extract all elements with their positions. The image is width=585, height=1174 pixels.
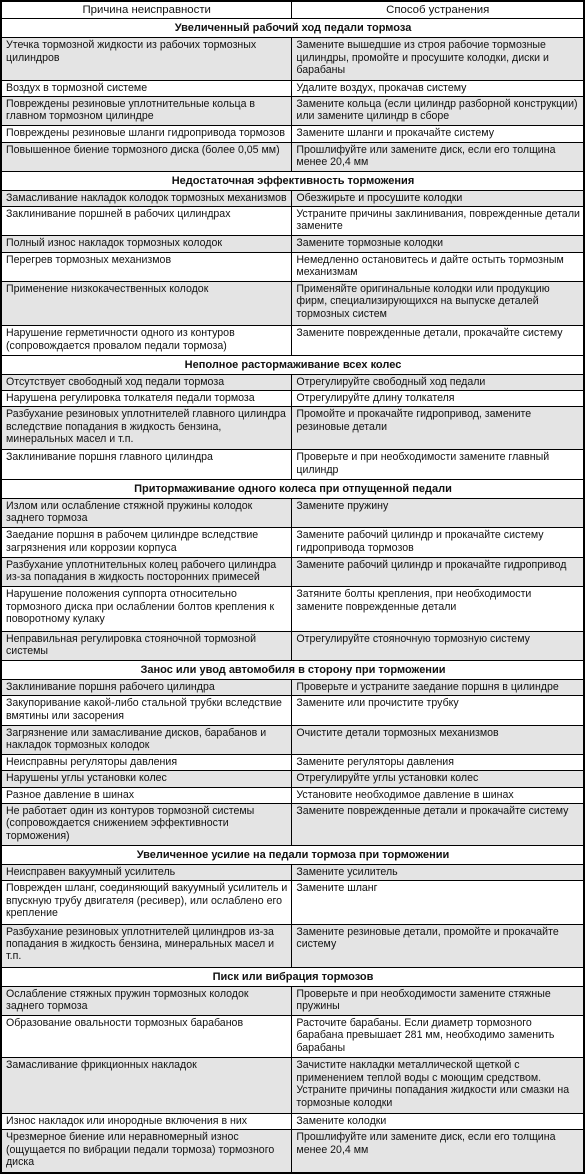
section-title: Писк или вибрация тормозов xyxy=(2,967,584,986)
cause-cell: Закупоривание какой-либо стальной трубки вследствие вмятины или засорения xyxy=(2,696,292,726)
remedy-cell: Устраните причины заклинивания, поврежденные детали замените xyxy=(292,207,584,236)
table-row xyxy=(2,1113,584,1129)
section-row xyxy=(2,967,584,986)
cause-cell: Заклинивание поршня рабочего цилиндра xyxy=(2,679,292,695)
section-title: Притормаживание одного колеса при отпущенной педали xyxy=(2,479,584,498)
table-row xyxy=(2,1058,584,1113)
section-row xyxy=(2,846,584,865)
table-row xyxy=(2,252,584,281)
table-row xyxy=(2,38,584,80)
cause-cell: Разбухание уплотнительных колец рабочего цилиндра из-за попадания в жидкость посторонних примесей xyxy=(2,557,292,587)
remedy-cell: Замените колодки xyxy=(292,1113,584,1129)
cause-cell: Заклинивание поршней в рабочих цилиндрах xyxy=(2,207,292,236)
cause-cell: Неисправен вакуумный усилитель xyxy=(2,865,292,881)
cause-cell: Полный износ накладок тормозных колодок xyxy=(2,236,292,252)
troubleshooting-table xyxy=(1,1,584,1173)
header-remedy: Способ устранения xyxy=(292,2,584,19)
table-row xyxy=(2,679,584,695)
cause-cell: Повреждены резиновые шланги гидропривода тормозов xyxy=(2,126,292,142)
cause-cell: Нарушена регулировка толкателя педали тормоза xyxy=(2,390,292,406)
remedy-cell: Замените или прочистите трубку xyxy=(292,696,584,726)
remedy-cell: Замените резиновые детали, промойте и прокачайте систему xyxy=(292,924,584,967)
table-row xyxy=(2,326,584,356)
cause-cell: Перегрев тормозных механизмов xyxy=(2,252,292,281)
table-row xyxy=(2,374,584,390)
table-row xyxy=(2,725,584,754)
remedy-cell: Проверьте и устраните заедание поршня в цилиндре xyxy=(292,679,584,695)
table-row xyxy=(2,1130,584,1173)
cause-cell: Разное давление в шинах xyxy=(2,787,292,803)
remedy-cell: Замените поврежденные детали и прокачайте систему xyxy=(292,803,584,845)
cause-cell: Загрязнение или замасливание дисков, барабанов и накладок тормозных колодок xyxy=(2,725,292,754)
remedy-cell: Удалите воздух, прокачав систему xyxy=(292,80,584,96)
cause-cell: Нарушены углы установки колес xyxy=(2,771,292,787)
table-row xyxy=(2,755,584,771)
table-row xyxy=(2,696,584,726)
table-row xyxy=(2,528,584,558)
remedy-cell: Замените шланг xyxy=(292,881,584,924)
table-row xyxy=(2,1016,584,1058)
remedy-cell: Прошлифуйте или замените диск, если его толщина менее 20,4 мм xyxy=(292,142,584,171)
remedy-cell: Замените пружину xyxy=(292,498,584,528)
remedy-cell: Прошлифуйте или замените диск, если его толщина менее 20,4 мм xyxy=(292,1130,584,1173)
table-row xyxy=(2,142,584,171)
table-row xyxy=(2,450,584,480)
table-row xyxy=(2,557,584,587)
remedy-cell: Затяните болты крепления, при необходимости замените поврежденные детали xyxy=(292,587,584,631)
remedy-cell: Замените усилитель xyxy=(292,865,584,881)
section-row xyxy=(2,19,584,38)
section-row xyxy=(2,479,584,498)
remedy-cell: Отрегулируйте углы установки колес xyxy=(292,771,584,787)
table-row xyxy=(2,390,584,406)
cause-cell: Применение низкокачественных колодок xyxy=(2,281,292,325)
remedy-cell: Замените кольца (если цилиндр разборной конструкции) или замените цилиндр в сборе xyxy=(292,97,584,126)
cause-cell: Чрезмерное биение или неравномерный износ (ощущается по вибрации педали тормоза) тормозного диска xyxy=(2,1130,292,1173)
remedy-cell: Проверьте и при необходимости замените главный цилиндр xyxy=(292,450,584,480)
section-title: Занос или увод автомобиля в сторону при торможении xyxy=(2,661,584,680)
table-row xyxy=(2,881,584,924)
table-header-row xyxy=(2,2,584,19)
section-row xyxy=(2,355,584,374)
table-row xyxy=(2,407,584,450)
cause-cell: Нарушение положения суппорта относительно тормозного диска при ослаблении болтов крепления к поворотному кулаку xyxy=(2,587,292,631)
remedy-cell: Замените вышедшие из строя рабочие тормозные цилиндры, промойте и просушите колодки, диски и барабаны xyxy=(292,38,584,80)
table-row xyxy=(2,281,584,325)
remedy-cell: Отрегулируйте стояночную тормозную систему xyxy=(292,631,584,660)
remedy-cell: Замените поврежденные детали, прокачайте систему xyxy=(292,326,584,356)
section-row xyxy=(2,661,584,680)
cause-cell: Разбухание резиновых уплотнителей главного цилиндра вследствие попадания в жидкость бензина, минеральных масел и т.п. xyxy=(2,407,292,450)
cause-cell: Неправильная регулировка стояночной тормозной системы xyxy=(2,631,292,660)
remedy-cell: Установите необходимое давление в шинах xyxy=(292,787,584,803)
table-row xyxy=(2,498,584,528)
remedy-cell: Немедленно остановитесь и дайте остыть тормозным механизмам xyxy=(292,252,584,281)
table-row xyxy=(2,126,584,142)
remedy-cell: Проверьте и при необходимости замените стяжные пружины xyxy=(292,986,584,1015)
remedy-cell: Зачистите накладки металлической щеткой с применением теплой воды с моющим средством. Устраните причины попадания жидкости или смазки на тормозные колодки xyxy=(292,1058,584,1113)
table-row xyxy=(2,865,584,881)
section-title: Увеличенный рабочий ход педали тормоза xyxy=(2,19,584,38)
cause-cell: Ослабление стяжных пружин тормозных колодок заднего тормоза xyxy=(2,986,292,1015)
cause-cell: Воздух в тормозной системе xyxy=(2,80,292,96)
cause-cell: Разбухание резиновых уплотнителей цилиндров из-за попадания в жидкость бензина, минеральных масел и т.п. xyxy=(2,924,292,967)
table-row xyxy=(2,207,584,236)
cause-cell: Износ накладок или инородные включения в них xyxy=(2,1113,292,1129)
cause-cell: Утечка тормозной жидкости из рабочих тормозных цилиндров xyxy=(2,38,292,80)
cause-cell: Поврежден шланг, соединяющий вакуумный усилитель и впускную трубу двигателя (ресивер), или ослаблено его крепление xyxy=(2,881,292,924)
table-row xyxy=(2,631,584,660)
remedy-cell: Очистите детали тормозных механизмов xyxy=(292,725,584,754)
section-title: Неполное растормаживание всех колес xyxy=(2,355,584,374)
section-title: Увеличенное усилие на педали тормоза при торможении xyxy=(2,846,584,865)
table-body xyxy=(2,19,584,1173)
remedy-cell: Замените тормозные колодки xyxy=(292,236,584,252)
table-row xyxy=(2,97,584,126)
cause-cell: Нарушение герметичности одного из контуров (сопровождается провалом педали тормоза) xyxy=(2,326,292,356)
table-row xyxy=(2,924,584,967)
cause-cell: Не работает один из контуров тормозной системы (сопровождается снижением эффективности торможения) xyxy=(2,803,292,845)
table-row xyxy=(2,190,584,206)
table-row xyxy=(2,986,584,1015)
header-cause: Причина неисправности xyxy=(2,2,292,19)
cause-cell: Образование овальности тормозных барабанов xyxy=(2,1016,292,1058)
table-row xyxy=(2,787,584,803)
table-row xyxy=(2,587,584,631)
remedy-cell: Замените шланги и прокачайте систему xyxy=(292,126,584,142)
cause-cell: Заедание поршня в рабочем цилиндре вследствие загрязнения или коррозии корпуса xyxy=(2,528,292,558)
table-row xyxy=(2,771,584,787)
remedy-cell: Замените регуляторы давления xyxy=(292,755,584,771)
cause-cell: Неисправны регуляторы давления xyxy=(2,755,292,771)
remedy-cell: Отрегулируйте свободный ход педали xyxy=(292,374,584,390)
cause-cell: Замасливание накладок колодок тормозных механизмов xyxy=(2,190,292,206)
remedy-cell: Замените рабочий цилиндр и прокачайте систему гидропривода тормозов xyxy=(292,528,584,558)
table-row xyxy=(2,80,584,96)
section-title: Недостаточная эффективность торможения xyxy=(2,171,584,190)
cause-cell: Заклинивание поршня главного цилиндра xyxy=(2,450,292,480)
cause-cell: Излом или ослабление стяжной пружины колодок заднего тормоза xyxy=(2,498,292,528)
remedy-cell: Промойте и прокачайте гидропривод, замените резиновые детали xyxy=(292,407,584,450)
remedy-cell: Обезжирьте и просушите колодки xyxy=(292,190,584,206)
cause-cell: Повреждены резиновые уплотнительные кольца в главном тормозном цилиндре xyxy=(2,97,292,126)
cause-cell: Отсутствует свободный ход педали тормоза xyxy=(2,374,292,390)
remedy-cell: Отрегулируйте длину толкателя xyxy=(292,390,584,406)
cause-cell: Повышенное биение тормозного диска (более 0,05 мм) xyxy=(2,142,292,171)
cause-cell: Замасливание фрикционных накладок xyxy=(2,1058,292,1113)
remedy-cell: Расточите барабаны. Если диаметр тормозного барабана превышает 281 мм, необходимо заменить барабаны xyxy=(292,1016,584,1058)
table-row xyxy=(2,803,584,845)
table-row xyxy=(2,236,584,252)
remedy-cell: Применяйте оригинальные колодки или продукцию фирм, специализирующихся на выпуске деталей тормозных систем xyxy=(292,281,584,325)
section-row xyxy=(2,171,584,190)
remedy-cell: Замените рабочий цилиндр и прокачайте гидропривод xyxy=(292,557,584,587)
